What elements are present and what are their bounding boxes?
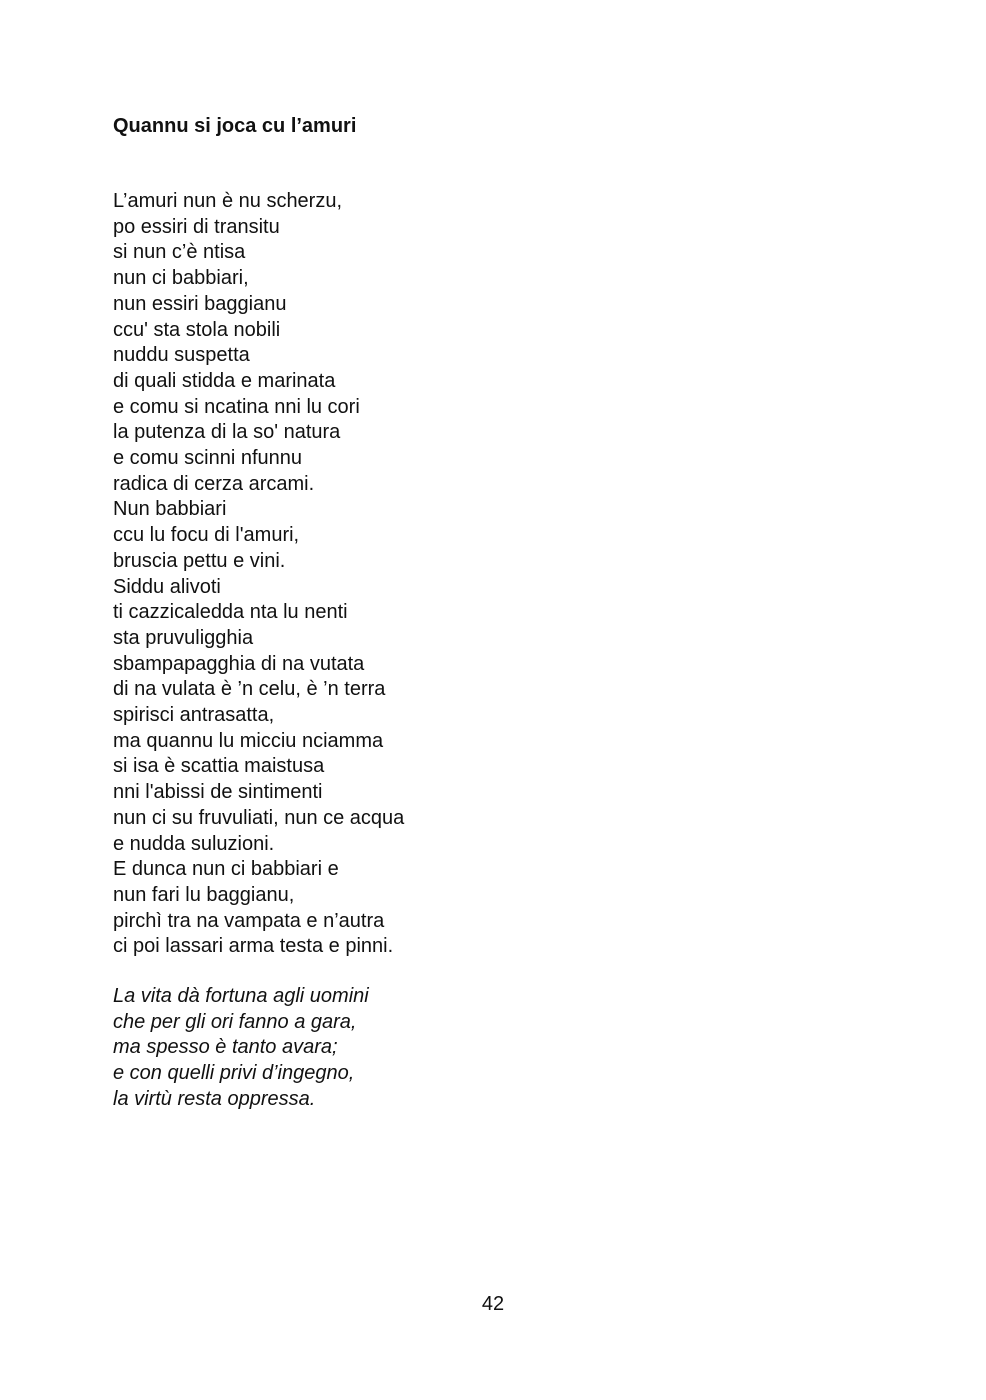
verse-line: nun ci babbiari, <box>113 267 249 290</box>
poem-stanza <box>113 189 404 960</box>
verse-line: bruscia pettu e vini. <box>113 549 286 572</box>
verse-line: nun ci su fruvuliati, nun ce acqua <box>113 806 405 829</box>
verse-line: di na vulata è ’n celu, è ’n terra <box>113 678 386 701</box>
verse-line: ccu lu focu di l'amuri, <box>113 524 300 547</box>
verse-line: sbampapagghia di na vutata <box>113 652 365 675</box>
verse-line: si isa è scattia maistusa <box>113 755 325 778</box>
verse-line: di quali stidda e marinata <box>113 369 336 392</box>
verse-line: si nun c’è ntisa <box>113 241 246 264</box>
verse-line: che per gli ori fanno a gara, <box>113 1010 357 1033</box>
verse-line: nun essiri baggianu <box>113 292 287 315</box>
italic-stanza <box>113 984 369 1113</box>
verse-line: nun fari lu baggianu, <box>113 883 295 906</box>
verse-line: sta pruvuligghia <box>113 626 254 649</box>
verse-line: la virtù resta oppressa. <box>113 1087 316 1110</box>
verse-line: nni l'abissi de sintimenti <box>113 781 323 804</box>
verse-line: pirchì tra na vampata e n’autra <box>113 909 385 932</box>
verse-line: spirisci antrasatta, <box>113 704 275 727</box>
verse-line: ma spesso è tanto avara; <box>113 1036 338 1059</box>
verse-line: la putenza di la so' natura <box>113 421 341 444</box>
verse-line: ti cazzicaledda nta lu nenti <box>113 601 348 624</box>
verse-line: nuddu suspetta <box>113 344 250 367</box>
verse-line: La vita dà fortuna agli uomini <box>113 985 369 1007</box>
verse-line: ma quannu lu micciu nciamma <box>113 729 384 752</box>
verse-line: radica di cerza arcami. <box>113 472 315 495</box>
verse-line: e comu scinni nfunnu <box>113 447 303 470</box>
verse-line: E dunca nun ci babbiari e <box>113 858 339 881</box>
verse-line: Nun babbiari <box>113 498 227 521</box>
verse-line: L’amuri nun è nu scherzu, <box>113 190 343 212</box>
page-number: 42 <box>481 1293 505 1315</box>
verse-line: ci poi lassari arma testa e pinni. <box>113 935 394 958</box>
verse-line: Siddu alivoti <box>113 575 221 598</box>
verse-line: e comu si ncatina nni lu cori <box>113 395 360 418</box>
verse-line: po essiri di transitu <box>113 215 280 238</box>
verse-line: ccu' sta stola nobili <box>113 318 281 341</box>
page-title: Quannu si joca cu l’amuri <box>113 115 357 137</box>
verse-line: e nudda suluzioni. <box>113 832 275 855</box>
verse-line: e con quelli privi d’ingegno, <box>113 1062 355 1085</box>
